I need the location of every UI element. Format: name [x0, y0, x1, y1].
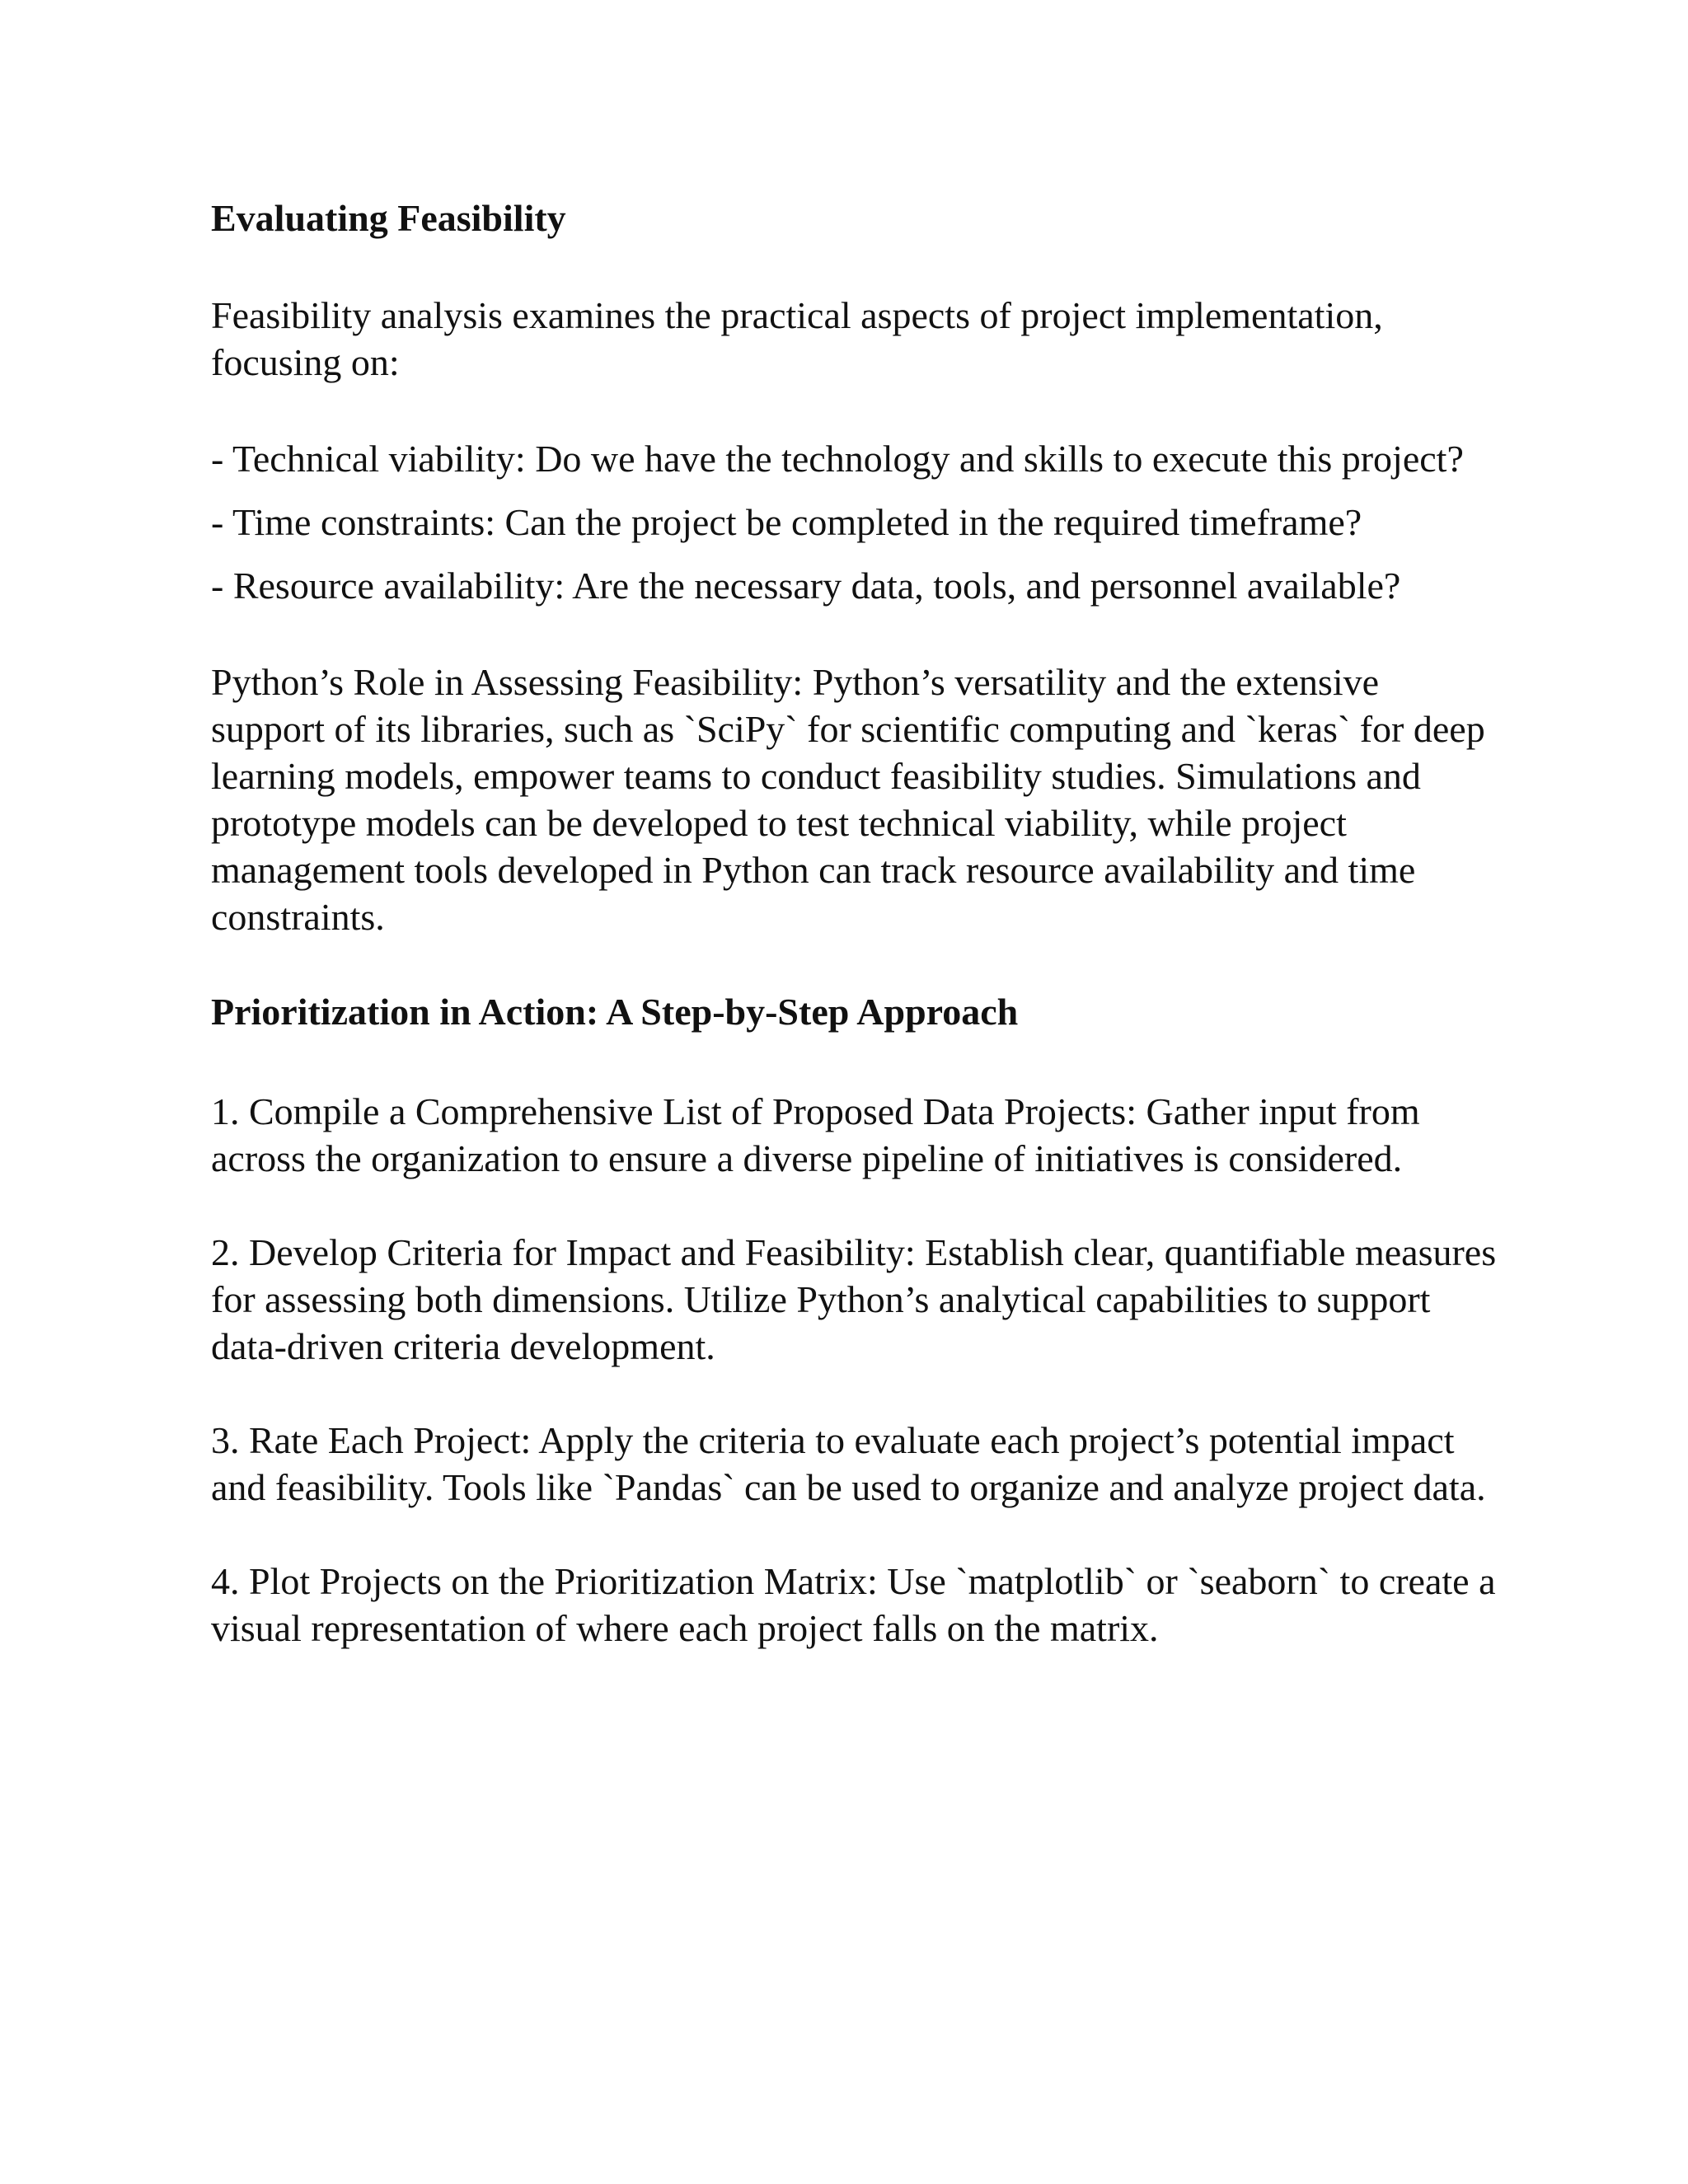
section-heading-prioritization: Prioritization in Action: A Step-by-Step Approach [211, 991, 1019, 1033]
section-heading-evaluating-feasibility: Evaluating Feasibility [211, 197, 566, 239]
bullet-technical-viability: - Technical viability: Do we have the technology and skills to execute this project? [211, 438, 1464, 480]
document-page [211, 194, 1497, 1652]
bullet-time-constraints: - Time constraints: Can the project be completed in the required timeframe? [211, 501, 1362, 543]
bullet-resource-availability: - Resource availability: Are the necessary data, tools, and personnel available? [211, 565, 1401, 607]
step-2-paragraph: 2. Develop Criteria for Impact and Feasibility: Establish clear, quantifiable measures for assessing both dimensions. Utilize Python’s analytical capabilities to support data-driven criteria development. [211, 1231, 1497, 1367]
step-3-paragraph: 3. Rate Each Project: Apply the criteria to evaluate each project’s potential impact and feasibility. Tools like `Pandas` can be used to organize and analyze project data. [211, 1419, 1486, 1508]
step-4-paragraph: 4. Plot Projects on the Prioritization Matrix: Use `matplotlib` or `seaborn` to create a visual representation of where each project falls on the matrix. [211, 1560, 1496, 1649]
python-role-paragraph: Python’s Role in Assessing Feasibility: Python’s versatility and the extensive support of its libraries, such as `SciPy` for scientific computing and `keras` for deep learning models, empower teams to conduct feasibility studies. Simulations and prototype models can be developed to test technical viability, while project management tools developed in Python can track resource availability and time constraints. [211, 661, 1485, 938]
step-1-paragraph: 1. Compile a Comprehensive List of Proposed Data Projects: Gather input from across the organization to ensure a diverse pipeline of initiatives is considered. [211, 1090, 1420, 1179]
intro-paragraph: Feasibility analysis examines the practical aspects of project implementation, focusing on: [211, 294, 1383, 383]
